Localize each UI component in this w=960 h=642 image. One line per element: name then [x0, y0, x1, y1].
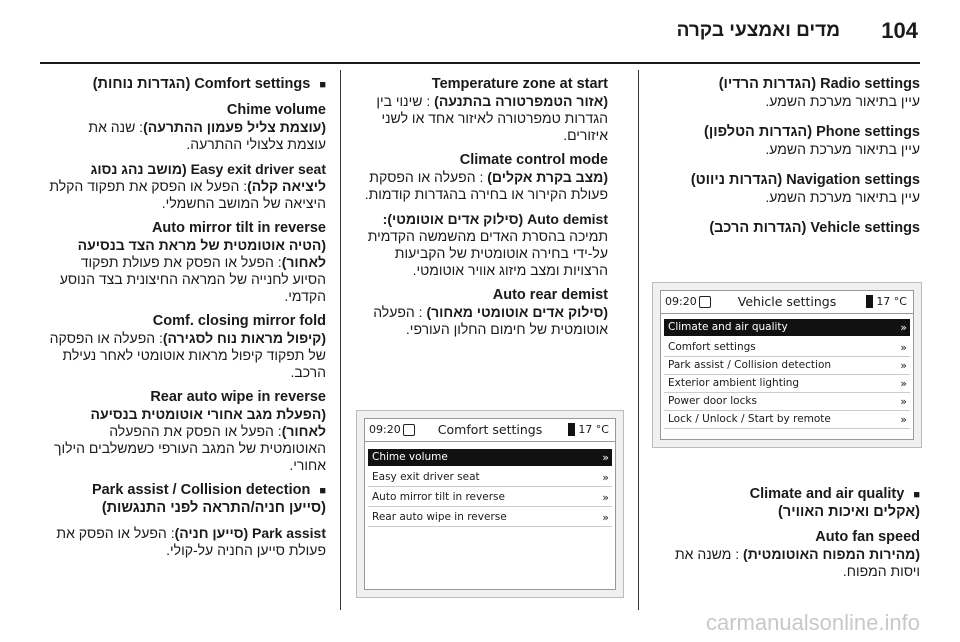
mirror-heading-he: (הטיה אוטומטית של מראת הצד בנסיעה לאחור)	[77, 237, 326, 270]
wipe-heading-he: (הפעלת מגב אחורי אוטומטית בנסיעה לאחור)	[90, 406, 326, 439]
climate-mode-text: : הפעלה או הפסקת פעולת הקירור או בחירה בהגדרות קודמות.	[364, 169, 608, 202]
menu-item-rear-wipe[interactable]: Rear auto wipe in reverse »	[368, 509, 612, 527]
park-sub-text: : הפעל או הפסק את פעולת סייען החניה על-קולי.	[56, 525, 326, 558]
climate-section	[648, 486, 920, 588]
status-bar	[365, 419, 615, 442]
temp-zone-heading-he: (אזור הטמפרטורה בהתנעה)	[434, 93, 608, 109]
fan-speed-text: : משנה את ויסות המפוח.	[674, 546, 920, 579]
rear-demist-text: : הפעלה אוטומטית של חימום החלון העורפי.	[373, 304, 608, 337]
menu-item-chime[interactable]: Chime volume »	[368, 449, 612, 466]
fold-text: : הפעלה או הפסקה של תפקוד קיפול מראות אוטומטי לאחר נעילת הרכב.	[49, 330, 326, 380]
chevron-right-icon: »	[602, 451, 609, 464]
menu-item-mirror-tilt[interactable]: Auto mirror tilt in reverse »	[368, 489, 612, 507]
screen-title: Vehicle settings	[737, 294, 837, 309]
climate-mode-heading-he: (מצב בקרת אקלים)	[487, 169, 608, 185]
thermometer-icon	[568, 423, 575, 436]
wipe-text: : הפעל או הפסק את ההפעלה האוטומטית של המגב העורפי כשמשלבים הילוך אחורי.	[53, 423, 326, 473]
exit-heading: Easy exit driver seat (מושב נהג נסוג	[90, 161, 326, 177]
menu-item-park-assist[interactable]: Park assist / Collision detection »	[664, 357, 910, 375]
chevron-right-icon: »	[900, 395, 907, 408]
chevron-right-icon: »	[900, 341, 907, 354]
fan-speed-heading-he: (מהירות המפוח האוטומטית)	[743, 546, 920, 562]
chevron-right-icon: »	[602, 471, 609, 484]
menu-item-door-locks[interactable]: Power door locks »	[664, 393, 910, 411]
clock: 09:20	[369, 423, 401, 436]
wipe-heading: Rear auto wipe in reverse	[150, 389, 326, 405]
vehicle-heading: Vehicle settings (הגדרות הרכב)	[709, 220, 920, 236]
watermark: carmanualsonline.info	[705, 610, 920, 635]
mirror-text: : הפעל או הפסק את פעולת תפקוד הסיוע לחנייה של המראה החיצונית בצד הנוסע הקדמי.	[59, 254, 326, 304]
climate-heading: ■ Climate and air quality	[749, 486, 920, 502]
climate-mode-heading: Climate control mode	[459, 152, 608, 168]
menu-item-climate[interactable]: Climate and air quality »	[664, 319, 910, 336]
phone-heading: Phone settings (הגדרות הטלפון)	[704, 124, 920, 140]
menu-item-ambient-lighting[interactable]: Exterior ambient lighting »	[664, 375, 910, 393]
vehicle-settings-screenshot	[652, 282, 922, 448]
clock: 09:20	[665, 295, 697, 308]
column-divider-right	[638, 70, 639, 610]
temperature-readout: 17 °C	[876, 295, 907, 308]
rear-demist-heading: Auto rear demist	[492, 287, 608, 303]
park-heading-he: (סייען חניה/התראה לפני התנגשות)	[101, 500, 326, 516]
screen-title: Comfort settings	[437, 422, 543, 437]
chevron-right-icon: »	[900, 413, 907, 426]
navigation-text: עיין בתיאור מערכת השמע.	[765, 189, 920, 205]
radio-text: עיין בתיאור מערכת השמע.	[765, 93, 920, 109]
park-sub-heading: Park assist (סייען חניה)	[174, 525, 326, 541]
header-rule	[40, 62, 920, 64]
chevron-right-icon: »	[900, 377, 907, 390]
chime-heading: Chime volume	[226, 102, 326, 118]
menu-item-comfort[interactable]: Comfort settings »	[664, 339, 910, 357]
comfort-settings-screenshot	[356, 410, 624, 598]
fold-heading-he: (קיפול מראות נוח לסגירה)	[162, 330, 326, 346]
status-bar	[661, 291, 913, 314]
chevron-right-icon: »	[900, 321, 907, 334]
menu-item-remote[interactable]: Lock / Unlock / Start by remote »	[664, 411, 910, 429]
exit-heading-he: ליציאה קלה)	[247, 178, 326, 194]
right-column	[648, 76, 920, 245]
chime-heading-he: (עוצמת צליל פעמון ההתרעה)	[143, 119, 326, 135]
page-header	[0, 0, 960, 62]
chevron-right-icon: »	[900, 359, 907, 372]
chime-text: : שנה את עוצמת צלצולי ההתרעה.	[88, 119, 326, 152]
navigation-heading: Navigation settings (הגדרות ניווט)	[690, 172, 920, 188]
rear-demist-heading-he: (סילוק אדים אוטומטי מאחור)	[426, 304, 608, 320]
chevron-right-icon: »	[602, 491, 609, 504]
temp-zone-text: : שינוי בין הגדרות טמפרטורה לאיזור אחד או לשני איזורים.	[376, 93, 608, 143]
phone-text: עיין בתיאור מערכת השמע.	[765, 141, 920, 157]
radio-heading: Radio settings (הגדרות הרדיו)	[718, 76, 920, 92]
climate-heading-he: (אקלים ואיכות האוויר)	[778, 504, 920, 520]
temperature-readout: 17 °C	[578, 423, 609, 436]
thermometer-icon	[866, 295, 873, 308]
fold-heading: Comf. closing mirror fold	[152, 313, 326, 329]
comfort-heading: ■ Comfort settings (הגדרות נוחות)	[92, 76, 326, 92]
left-column	[48, 76, 326, 567]
middle-column	[352, 76, 608, 346]
exit-text: : הפעל או הפסק את תפקוד הקלת היציאה של המושב החשמלי.	[49, 178, 326, 211]
demist-heading: Auto demist (סילוק אדים אוטומטי):	[382, 211, 608, 227]
page-number: 104	[881, 18, 918, 43]
chapter-title: מדים ואמצעי בקרה	[676, 20, 840, 41]
temp-zone-heading: Temperature zone at start	[431, 76, 608, 92]
fan-speed-heading: Auto fan speed	[815, 529, 920, 545]
park-heading: ■ Park assist / Collision detection	[91, 482, 326, 498]
column-divider-left	[340, 70, 341, 610]
chevron-right-icon: »	[602, 511, 609, 524]
demist-text: תמיכה בהסרת האדים מהשמשה הקדמית על-ידי בחירה אוטומטית של הקביעות הרצויות ומצב מיזוג אוויר אוטומטי.	[367, 228, 608, 278]
menu-item-easy-exit[interactable]: Easy exit driver seat »	[368, 469, 612, 487]
mirror-heading: Auto mirror tilt in reverse	[151, 220, 326, 236]
